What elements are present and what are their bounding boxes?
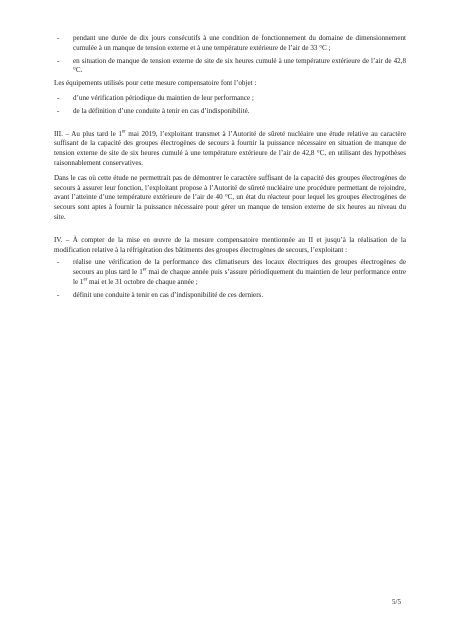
superscript: er	[121, 129, 126, 135]
section-3-text-b: mai 2019, l’exploitant transmet à l’Autorité de sûreté nucléaire une étude relative au caractère suffisant de la capacité des groupes électrogènes de secours à fournir la puissance nécessaire en situation de manque de tension externe de site de six heures cumulé à une température extérieure de l’air de 42,8 °C, en utilisant des hypothèses raisonnablement conservatives.	[54, 129, 406, 167]
bullet-text	[73, 258, 406, 286]
bullet-dash: -	[57, 258, 60, 267]
page-number: 5/5	[392, 598, 401, 606]
section-4-bullet-1	[54, 258, 406, 287]
superscript: er	[83, 277, 88, 283]
bullet-dash: -	[57, 34, 60, 42]
bullet-text: d’une vérification périodique du maintien de leur performance ;	[73, 93, 254, 102]
bullet-text: de la définition d’une conduite à tenir en cas d’indisponibilité.	[73, 106, 250, 115]
equipment-intro: Les équipements utilisés pour cette mesure compensatoire font l’objet :	[54, 79, 257, 88]
section-3-text-a: III. – Au plus tard le 1	[54, 129, 122, 138]
bullet-text-b: mai de chaque année puis s’assure périodiquement du maintien de leur performance entre le 1	[73, 268, 406, 286]
equipment-bullet-2	[54, 107, 406, 117]
bullet-dash: -	[57, 290, 60, 299]
bullet-dash: -	[57, 93, 60, 102]
bullet-item-1	[54, 34, 406, 54]
bullet-text: en situation de manque de tension externe de site de six heures cumulé à une température extérieure de l’air de 42,8 °C.	[73, 56, 406, 75]
bullet-text-c: mai et le 31 octobre de chaque année ;	[87, 277, 198, 286]
superscript: er	[142, 267, 147, 273]
section-4-intro: IV. – À compter de la mise en œuvre de la mesure compensatoire mentionnée au II et jusqu’à la réalisation de la modification relative à la réfrigération des bâtiments des groupes électrogènes de secours, l’exploitant :	[54, 235, 406, 254]
bullet-text: pendant une durée de dix jours consécutifs à une condition de fonctionnement du domaine de dimensionnement cumulée à un manque de tension externe et à une température extérieure de l’air de 33 °C ;	[73, 34, 406, 52]
page-content	[54, 34, 406, 304]
bullet-text-a: réalise une vérification de la performance des climatiseurs des locaux électriques des groupes électrogènes de secours au plus tard le 1	[73, 258, 406, 277]
section-4-bullet-2	[54, 291, 406, 301]
section-3-paragraph-1	[54, 130, 406, 169]
section-3-paragraph-2: Dans le cas où cette étude ne permettrait pas de démontrer le caractère suffisant de la capacité des groupes électrogènes de secours à assurer leur fonction, l’exploitant propose à l’Autorité de sûreté nucléaire une procédure permettant de rejoindre, avant l’atteinte d’une température extérieure de l’air de 40 °C, un état du réacteur pour lequel les groupes électrogènes de secours sont aptes à fournir la puissance nécessaire pour gérer un manque de tension externe de six heures au niveau du site.	[54, 173, 406, 221]
bullet-item-2	[54, 57, 406, 77]
bullet-dash: -	[57, 56, 60, 65]
equipment-bullet-1	[54, 94, 406, 104]
bullet-dash: -	[57, 106, 60, 115]
bullet-text: définit une conduite à tenir en cas d’indisponibilité de ces derniers.	[73, 290, 264, 299]
